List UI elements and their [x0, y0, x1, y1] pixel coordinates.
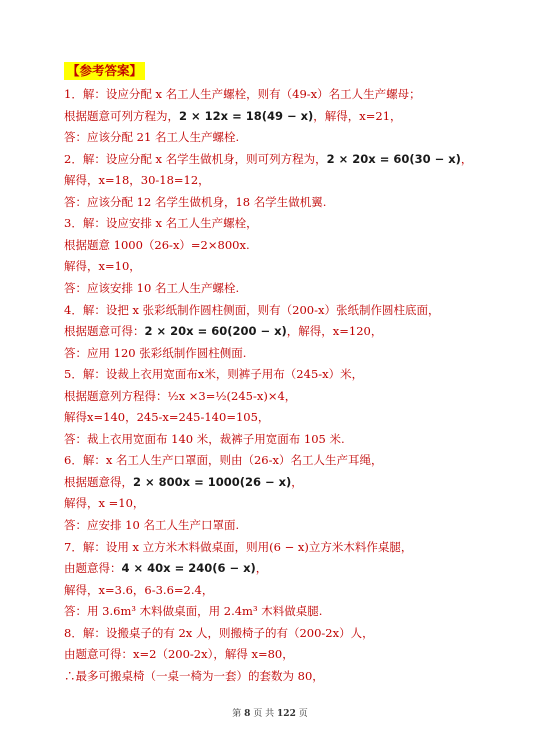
line-text: ， [291, 474, 303, 489]
line-prefix: 答： [64, 604, 87, 619]
line-prefix: 解得， [64, 173, 99, 188]
line-prefix: 答： [64, 518, 87, 532]
answer-line [64, 582, 213, 598]
line-prefix: 4．解： [64, 302, 106, 317]
line-prefix: 答： [64, 280, 87, 295]
answer-line [64, 258, 141, 274]
answer-line [64, 560, 267, 576]
line-equation: 2 × 20x = 60(30 − x) [326, 151, 461, 166]
line-prefix: 根据题意可得： [64, 324, 145, 339]
line-text: 应该分配 21 名工人生产螺栓. [87, 130, 240, 145]
answer-line [64, 539, 412, 555]
line-text: ， [255, 561, 268, 576]
answer-line [64, 129, 239, 145]
answer-line [64, 603, 322, 619]
line-prefix: 根据题意可列方程为， [64, 108, 179, 123]
footer-pre: 第 [232, 709, 242, 719]
line-prefix: 8．解： [64, 625, 106, 640]
answer-line [64, 86, 421, 102]
line-text: x=3.6，6-3.6=2.4， [98, 582, 214, 597]
line-text: ½x ×3=½(245-x)×4， [167, 388, 297, 403]
answer-line [64, 151, 472, 167]
answer-line [64, 409, 269, 425]
line-prefix: 根据题意得， [64, 474, 133, 489]
line-text: 设搬桌子的有 2x 人，则搬椅子的有（200-2x）人， [105, 625, 374, 640]
line-text: x=140，245-x=245-140=105， [87, 410, 270, 425]
line-prefix: 1．解： [64, 87, 106, 101]
line-prefix: 由题意得： [64, 561, 122, 576]
line-prefix: 解得 [64, 410, 87, 425]
answer-line [64, 194, 326, 210]
answer-line [64, 668, 324, 684]
line-text: 根据题意 1000（26-x）=2×800x. [64, 237, 250, 252]
line-text: 设应安排 x 名工人生产螺栓， [105, 216, 258, 231]
line-text: 设用 x 立方米木料做桌面，则用(6 − x)立方米木料作桌腿， [105, 539, 413, 554]
line-prefix: 答： [64, 130, 87, 145]
line-prefix: 5．解： [64, 367, 106, 382]
answer-line [64, 237, 250, 253]
line-text: 设裁上衣用宽面布x米，则裤子用布（245-x）米， [105, 367, 364, 382]
line-text: ，解得，x=21， [313, 108, 402, 123]
line-prefix: 解得， [64, 582, 99, 597]
line-prefix: 根据题意列方程得： [64, 388, 168, 403]
answer-line [64, 323, 382, 339]
answer-line [64, 431, 345, 447]
line-text: 应该安排 10 名工人生产螺栓. [87, 280, 240, 295]
line-equation: 2 × 20x = 60(200 − x) [144, 324, 287, 339]
answer-line [64, 345, 246, 361]
footer-page-number: 8 [244, 709, 251, 719]
line-text: 设应分配 x 名工人生产螺栓，则有（49-x）名工人生产螺母； [105, 87, 421, 101]
footer-total-pages: 122 [277, 709, 296, 719]
line-text: 设应分配 x 名学生做机身，则可列方程为， [105, 151, 327, 166]
answer-line [64, 517, 239, 533]
line-text: x=10， [98, 259, 141, 274]
line-equation: 4 × 40x = 240(6 − x) [121, 561, 256, 576]
line-text: x=2（200-2x），解得 x=80， [133, 647, 294, 662]
answer-line [64, 474, 303, 490]
line-prefix: 3．解： [64, 216, 106, 231]
line-text: 应安排 10 名工人生产口罩面. [87, 518, 240, 532]
answer-line [64, 452, 382, 468]
line-text: x =10， [98, 496, 145, 511]
line-prefix: 由题意可得： [64, 647, 133, 662]
answer-line [64, 366, 363, 382]
line-text: 裁上衣用宽面布 140 米，裁裤子用宽面布 105 米. [87, 431, 345, 446]
answer-line [64, 495, 144, 511]
line-prefix: 答： [64, 194, 87, 209]
line-prefix: 解得， [64, 496, 99, 511]
line-equation: 2 × 12x = 18(49 − x) [179, 108, 314, 123]
line-text: 应该分配 12 名学生做机身，18 名学生做机翼. [87, 194, 327, 209]
answer-line [64, 625, 374, 641]
line-prefix: 答： [64, 345, 87, 360]
line-text: x=18，30-18=12， [98, 173, 210, 188]
answer-line [64, 388, 296, 404]
line-prefix: 解得， [64, 259, 99, 274]
line-text: x 名工人生产口罩面，则由（26-x）名工人生产耳绳， [105, 453, 383, 468]
answer-line [64, 646, 294, 662]
line-prefix: 6．解： [64, 453, 106, 468]
line-suffix: ， [460, 151, 473, 166]
line-text: 设把 x 张彩纸制作圆柱侧面，则有（200-x）张纸制作圆柱底面， [105, 302, 440, 317]
footer-post: 页 [298, 709, 308, 719]
answer-line [64, 280, 239, 296]
answer-key-badge: 【参考答案】 [64, 62, 145, 80]
line-text: ，解得，x=120， [286, 324, 383, 339]
line-equation: 2 × 800x = 1000(26 − x) [133, 474, 292, 489]
line-prefix: 2．解： [64, 151, 106, 166]
page-footer [0, 706, 540, 719]
line-text: 最多可搬桌椅（一桌一椅为一套）的套数为 80， [75, 668, 324, 683]
line-prefix: 7．解： [64, 539, 106, 554]
answer-line [64, 302, 439, 318]
line-prefix: 答： [64, 431, 87, 446]
footer-mid: 页 共 [253, 709, 275, 719]
answer-line [64, 172, 210, 188]
answer-line [64, 215, 258, 231]
line-text: 应用 120 张彩纸制作圆柱侧面. [87, 345, 247, 360]
line-text: 用 3.6m³ 木料做桌面，用 2.4m³ 木料做桌腿. [87, 604, 323, 619]
answer-line [64, 108, 402, 124]
line-prefix: ∴ [64, 668, 76, 683]
